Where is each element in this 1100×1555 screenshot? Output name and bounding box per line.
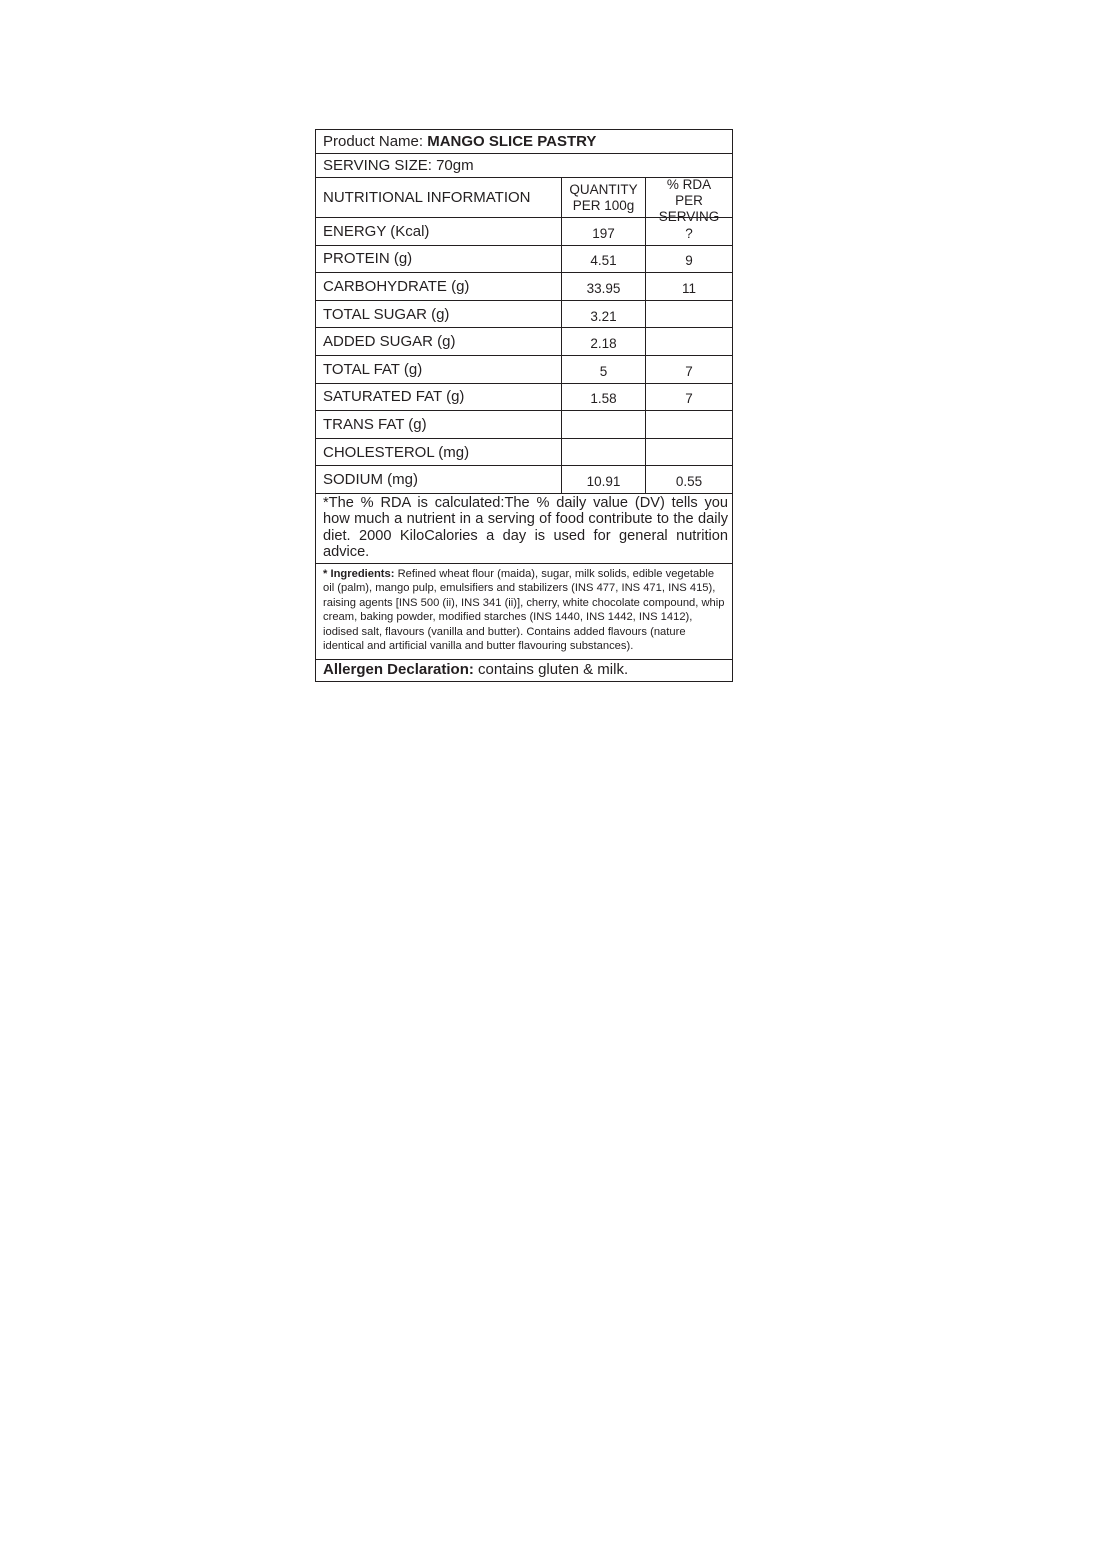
header-quantity-line2: PER 100g: [572, 197, 635, 213]
table-row: [316, 466, 732, 494]
allergen-label: Allergen Declaration:: [323, 660, 474, 678]
nutrient-rda: 7: [645, 384, 732, 411]
header-quantity-line1: QUANTITY: [569, 181, 638, 197]
nutrient-name: CARBOHYDRATE (g): [323, 277, 470, 295]
header-quantity: [561, 178, 645, 217]
table-row: [316, 218, 732, 246]
nutrient-name: ADDED SUGAR (g): [323, 333, 456, 351]
nutrient-quantity: [561, 411, 645, 438]
table-header-row: [316, 176, 732, 224]
product-name-value: MANGO SLICE PASTRY: [427, 133, 597, 150]
nutrient-name: TOTAL SUGAR (g): [323, 305, 450, 323]
nutrient-name: ENERGY (Kcal): [323, 222, 430, 240]
table-row: [316, 328, 732, 356]
nutrient-quantity: [561, 439, 645, 466]
nutrient-quantity: 10.91: [561, 466, 645, 493]
nutrient-quantity: 197: [561, 218, 645, 245]
nutrient-name: TRANS FAT (g): [323, 415, 427, 433]
nutrition-label: [315, 129, 733, 682]
allergen-text: contains gluten & milk.: [473, 660, 629, 678]
nutrient-quantity: 4.51: [561, 246, 645, 273]
nutrient-rda: [645, 439, 732, 466]
nutrient-quantity: 3.21: [561, 301, 645, 328]
nutrient-name: SATURATED FAT (g): [323, 388, 465, 406]
nutrient-quantity: 1.58: [561, 384, 645, 411]
header-rda: [645, 176, 732, 224]
nutrient-name: TOTAL FAT (g): [323, 360, 423, 378]
rda-note: [316, 494, 732, 564]
serving-size: SERVING SIZE: 70gm: [323, 157, 474, 174]
nutrient-name: PROTEIN (g): [323, 250, 413, 268]
header-rda-line2: PER SERVING: [658, 192, 720, 224]
table-row: [316, 273, 732, 301]
serving-size-row: [316, 154, 732, 178]
table-row: [316, 301, 732, 329]
table-row: [316, 439, 732, 467]
nutrient-quantity: 5: [561, 356, 645, 383]
header-nutritional-information: NUTRITIONAL INFORMATION: [323, 189, 531, 206]
nutrient-quantity: 33.95: [561, 273, 645, 300]
table-row: [316, 411, 732, 439]
product-name-label: Product Name:: [323, 133, 424, 150]
table-row: [316, 246, 732, 274]
header-rda-line1: % RDA: [666, 176, 712, 192]
table-row: [316, 356, 732, 384]
ingredients: [316, 564, 732, 660]
nutrient-rda: 9: [645, 246, 732, 273]
allergen-declaration: [316, 660, 732, 681]
table-row: [316, 384, 732, 412]
nutrient-rda: [645, 301, 732, 328]
nutrient-name: CHOLESTEROL (mg): [323, 443, 470, 461]
nutrient-rda: 11: [645, 273, 732, 300]
nutrient-rda: 7: [645, 356, 732, 383]
rda-note-text: *The % RDA is calculated:The % daily value (DV) tells you how much a nutrient in a serving of food contribute to the daily diet. 2000 KiloCalories a day is used for general nutrition advice.: [323, 494, 728, 561]
ingredients-text: Refined wheat flour (maida), sugar, milk solids, edible vegetable oil (palm), mango pulp, emulsifiers and stabilizers (INS 477, INS 471, INS 415), raising agents [INS 500 (ii), INS 341 (ii)], cherry, white chocolate compound, whip cream, baking powder, modified starches (INS 1440, INS 1442, INS 1412), iodised salt, flavours (vanilla and butter). Contains added flavours (nature identical and artificial vanilla and butter flavouring substances).: [323, 567, 725, 652]
nutrient-quantity: 2.18: [561, 328, 645, 355]
nutrient-rda: [645, 328, 732, 355]
nutrient-rda: ?: [645, 218, 732, 245]
ingredients-label: * Ingredients:: [323, 567, 395, 580]
nutrient-rda: [645, 411, 732, 438]
nutrient-name: SODIUM (mg): [323, 471, 418, 489]
nutrient-rda: 0.55: [645, 466, 732, 493]
product-name-row: [316, 130, 732, 154]
